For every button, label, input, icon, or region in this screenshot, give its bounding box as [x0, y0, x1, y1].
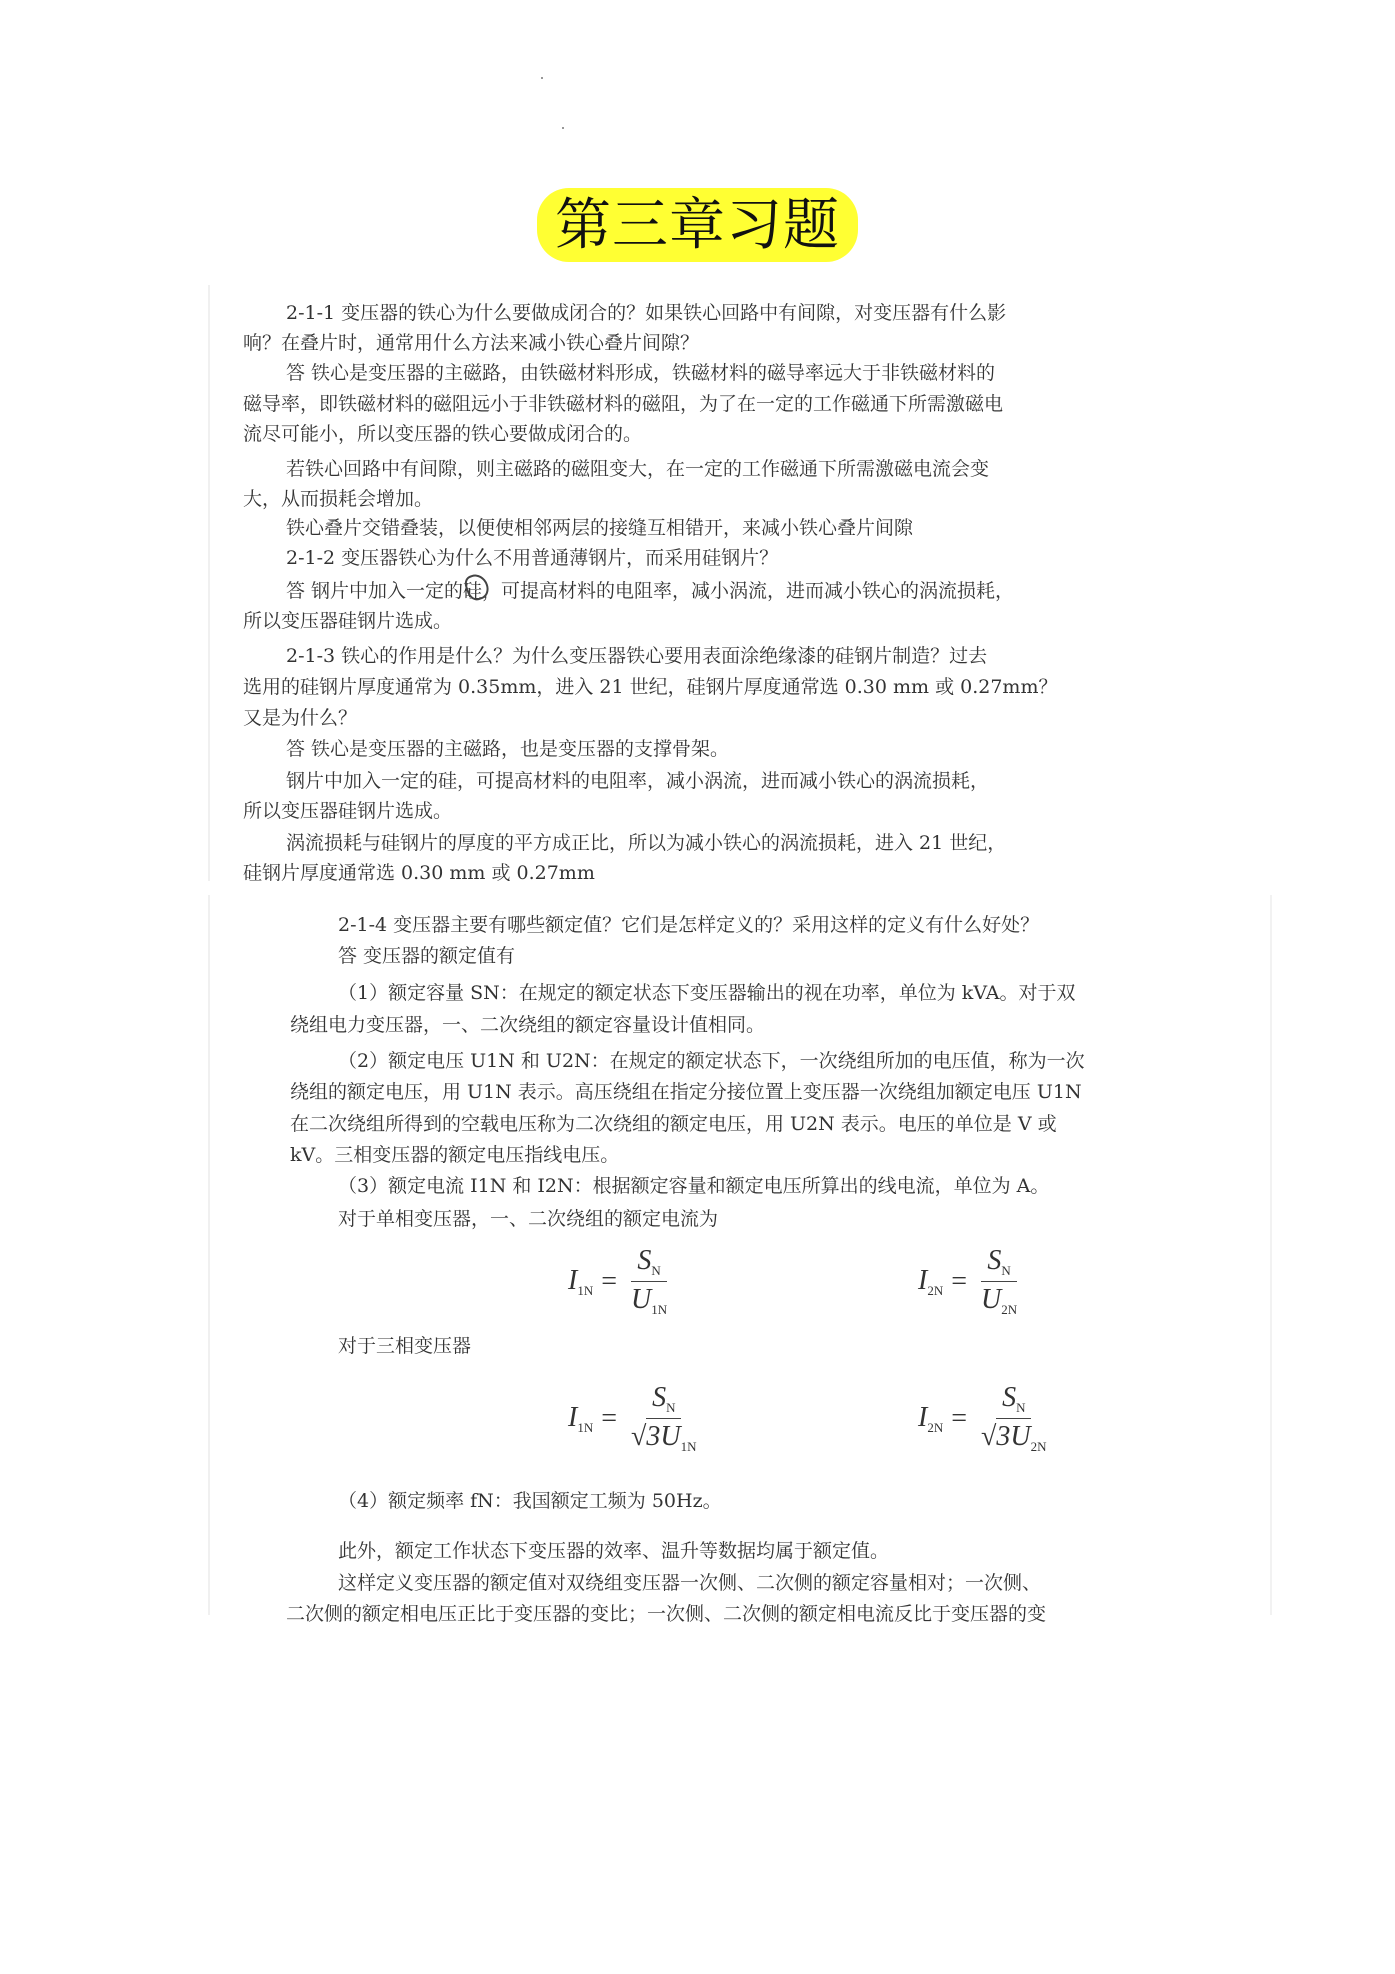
text-line: 钢片中加入一定的硅，可提高材料的电阻率，减小涡流，进而减小铁心的涡流损耗，: [286, 770, 990, 792]
text-line: 答 铁心是变压器的主磁路，也是变压器的支撑骨架。: [286, 738, 730, 760]
text-line: 答 钢片中加入一定的硅，可提高材料的电阻率，减小涡流，进而减小铁心的涡流损耗，: [286, 580, 1015, 602]
text-line: 若铁心回路中有间隙，则主磁路的磁阻变大，在一定的工作磁通下所需激磁电流会变: [286, 458, 990, 480]
title-container: [0, 188, 1395, 262]
text-line: 绕组电力变压器，一、二次绕组的额定容量设计值相同。: [290, 1014, 766, 1036]
text-line: 答 铁心是变压器的主磁路，由铁磁材料形成，铁磁材料的磁导率远大于非铁磁材料的: [286, 362, 996, 384]
formula-i2n-three-phase: $I_{2N}$ = $\frac{S_N}{√3U_{2N}}$: [918, 1382, 1047, 1454]
text-line: 2-1-3 铁心的作用是什么？为什么变压器铁心要用表面涂绝缘漆的硅钢片制造？过去: [286, 645, 988, 667]
scan-speck: [562, 127, 564, 129]
text-line: 对于单相变压器，一、二次绕组的额定电流为: [338, 1208, 719, 1230]
scan-speck: [541, 77, 543, 79]
text-line: 此外，额定工作状态下变压器的效率、温升等数据均属于额定值。: [338, 1540, 890, 1562]
text-line: 铁心叠片交错叠装，以便使相邻两层的接缝互相错开，来减小铁心叠片间隙: [286, 517, 914, 539]
formula-i2n-single-phase: $I_{2N}$ = $\frac{S_N}{U_{2N}}$: [918, 1245, 1018, 1317]
text-line: （3）额定电流 I1N 和 I2N：根据额定容量和额定电压所算出的线电流，单位为 A。: [338, 1175, 1050, 1197]
text-line: 大，从而损耗会增加。: [243, 488, 434, 510]
text-line: （4）额定频率 fN：我国额定工频为 50Hz。: [338, 1490, 722, 1512]
text-line: 所以变压器硅钢片选成。: [243, 800, 453, 822]
text-line: 所以变压器硅钢片选成。: [243, 610, 453, 632]
text-line: 涡流损耗与硅钢片的厚度的平方成正比，所以为减小铁心的涡流损耗，进入 21 世纪，: [286, 832, 1007, 854]
text-line: kV。三相变压器的额定电压指线电压。: [290, 1144, 620, 1166]
text-line: 流尽可能小，所以变压器的铁心要做成闭合的。: [243, 423, 643, 445]
text-line: 响？在叠片时，通常用什么方法来减小铁心叠片间隙？: [243, 332, 700, 354]
text-line: 又是为什么？: [243, 707, 358, 729]
text-line: 对于三相变压器: [338, 1335, 472, 1357]
text-line: （1）额定容量 SN：在规定的额定状态下变压器输出的视在功率，单位为 kVA。对于双: [338, 982, 1076, 1004]
text-line: 硅钢片厚度通常选 0.30 mm 或 0.27mm: [243, 862, 595, 884]
text-line: 这样定义变压器的额定值对双绕组变压器一次侧、二次侧的额定容量相对；一次侧、: [338, 1572, 1042, 1594]
text-line: 2-1-4 变压器主要有哪些额定值？它们是怎样定义的？采用这样的定义有什么好处？: [338, 914, 1040, 936]
text-line: 2-1-1 变压器的铁心为什么要做成闭合的？如果铁心回路中有间隙，对变压器有什么影: [286, 302, 1007, 324]
text-line: （2）额定电压 U1N 和 U2N：在规定的额定状态下，一次绕组所加的电压值，称为一次: [338, 1050, 1085, 1072]
text-line: 二次侧的额定相电压正比于变压器的变比；一次侧、二次侧的额定相电流反比于变压器的变: [286, 1603, 1047, 1625]
text-line: 在二次绕组所得到的空载电压称为二次绕组的额定电压，用 U2N 表示。电压的单位是 V 或: [290, 1113, 1057, 1135]
text-line: 绕组的额定电压，用 U1N 表示。高压绕组在指定分接位置上变压器一次绕组加额定电压 U1N: [290, 1081, 1082, 1103]
text-line: 答 变压器的额定值有: [338, 945, 516, 967]
text-line: 选用的硅钢片厚度通常为 0.35mm，进入 21 世纪，硅钢片厚度通常选 0.30 mm 或 0.27mm？: [243, 676, 1058, 698]
formula-i1n-three-phase: $I_{1N}$ = $\frac{S_N}{√3U_{1N}}$: [568, 1382, 697, 1454]
text-line: 2-1-2 变压器铁心为什么不用普通薄钢片，而采用硅钢片？: [286, 547, 779, 569]
page-title: 第三章习题: [537, 188, 858, 262]
text-line: 磁导率，即铁磁材料的磁阻远小于非铁磁材料的磁阻，为了在一定的工作磁通下所需激磁电: [243, 393, 1004, 415]
formula-i1n-single-phase: $I_{1N}$ = $\frac{S_N}{U_{1N}}$: [568, 1245, 668, 1317]
